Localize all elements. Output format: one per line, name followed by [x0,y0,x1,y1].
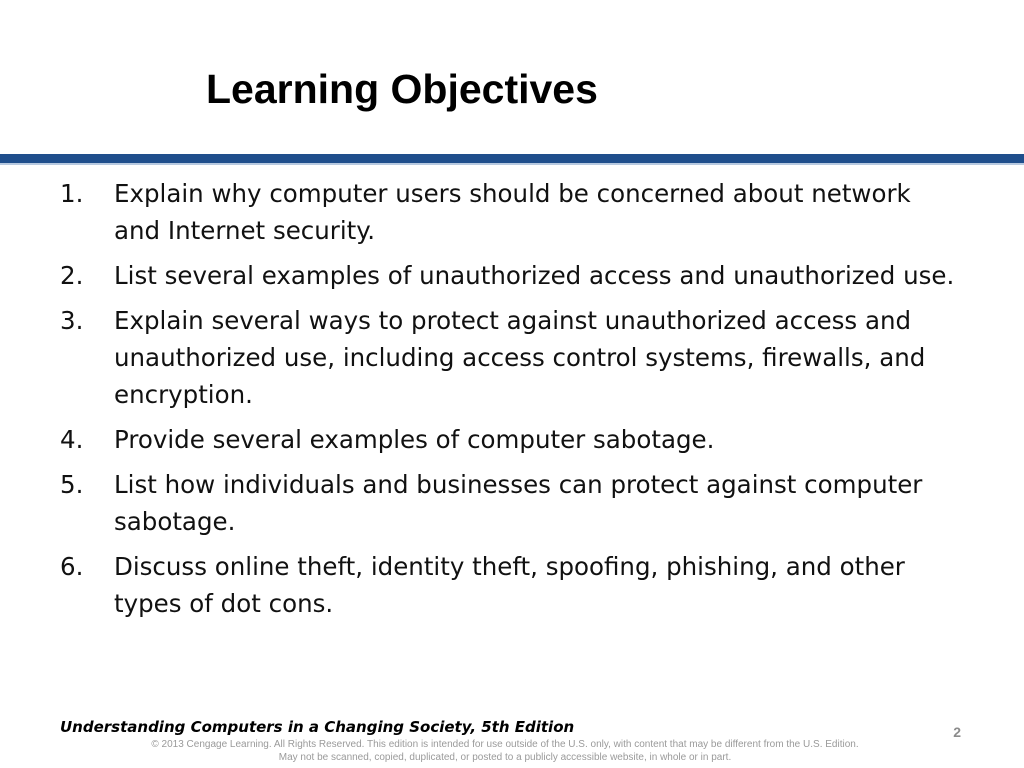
footer-copyright [0,738,1010,764]
objective-item [60,257,960,294]
objective-item [60,302,960,413]
objective-text: Provide several examples of computer sabotage. [114,425,715,454]
footer-book-title: Understanding Computers in a Changing Society, 5th Edition [60,718,575,736]
objective-text: List several examples of unauthorized access and unauthorized use. [114,261,955,290]
objective-item [60,175,960,249]
objective-number: 3. [60,306,84,335]
objective-number: 5. [60,470,84,499]
objective-text: Explain why computer users should be concerned about network and Internet security. [114,179,911,245]
objective-number: 6. [60,552,84,581]
copyright-line-2: May not be scanned, copied, duplicated, or posted to a publicly accessible website, in whole or in part. [278,752,732,763]
slide-title: Learning Objectives [206,66,598,112]
objective-item [60,421,960,458]
objectives-list [60,175,960,630]
objective-text: List how individuals and businesses can protect against computer sabotage. [114,470,923,536]
title-divider [0,154,1024,163]
objective-text: Explain several ways to protect against unauthorized access and unauthorized use, including access control systems, firewalls, and encryption. [114,306,926,409]
objective-number: 2. [60,261,84,290]
objective-text: Discuss online theft, identity theft, spoofing, phishing, and other types of dot cons. [114,552,905,618]
objective-number: 4. [60,425,84,454]
copyright-line-1: © 2013 Cengage Learning. All Rights Reserved. This edition is intended for use outside of the U.S. only, with content that may be different from the U.S. Edition. [151,739,859,750]
page-number: 2 [953,724,961,740]
objective-number: 1. [60,179,84,208]
objective-item [60,548,960,622]
title-divider-shadow [0,163,1024,165]
objective-item [60,466,960,540]
